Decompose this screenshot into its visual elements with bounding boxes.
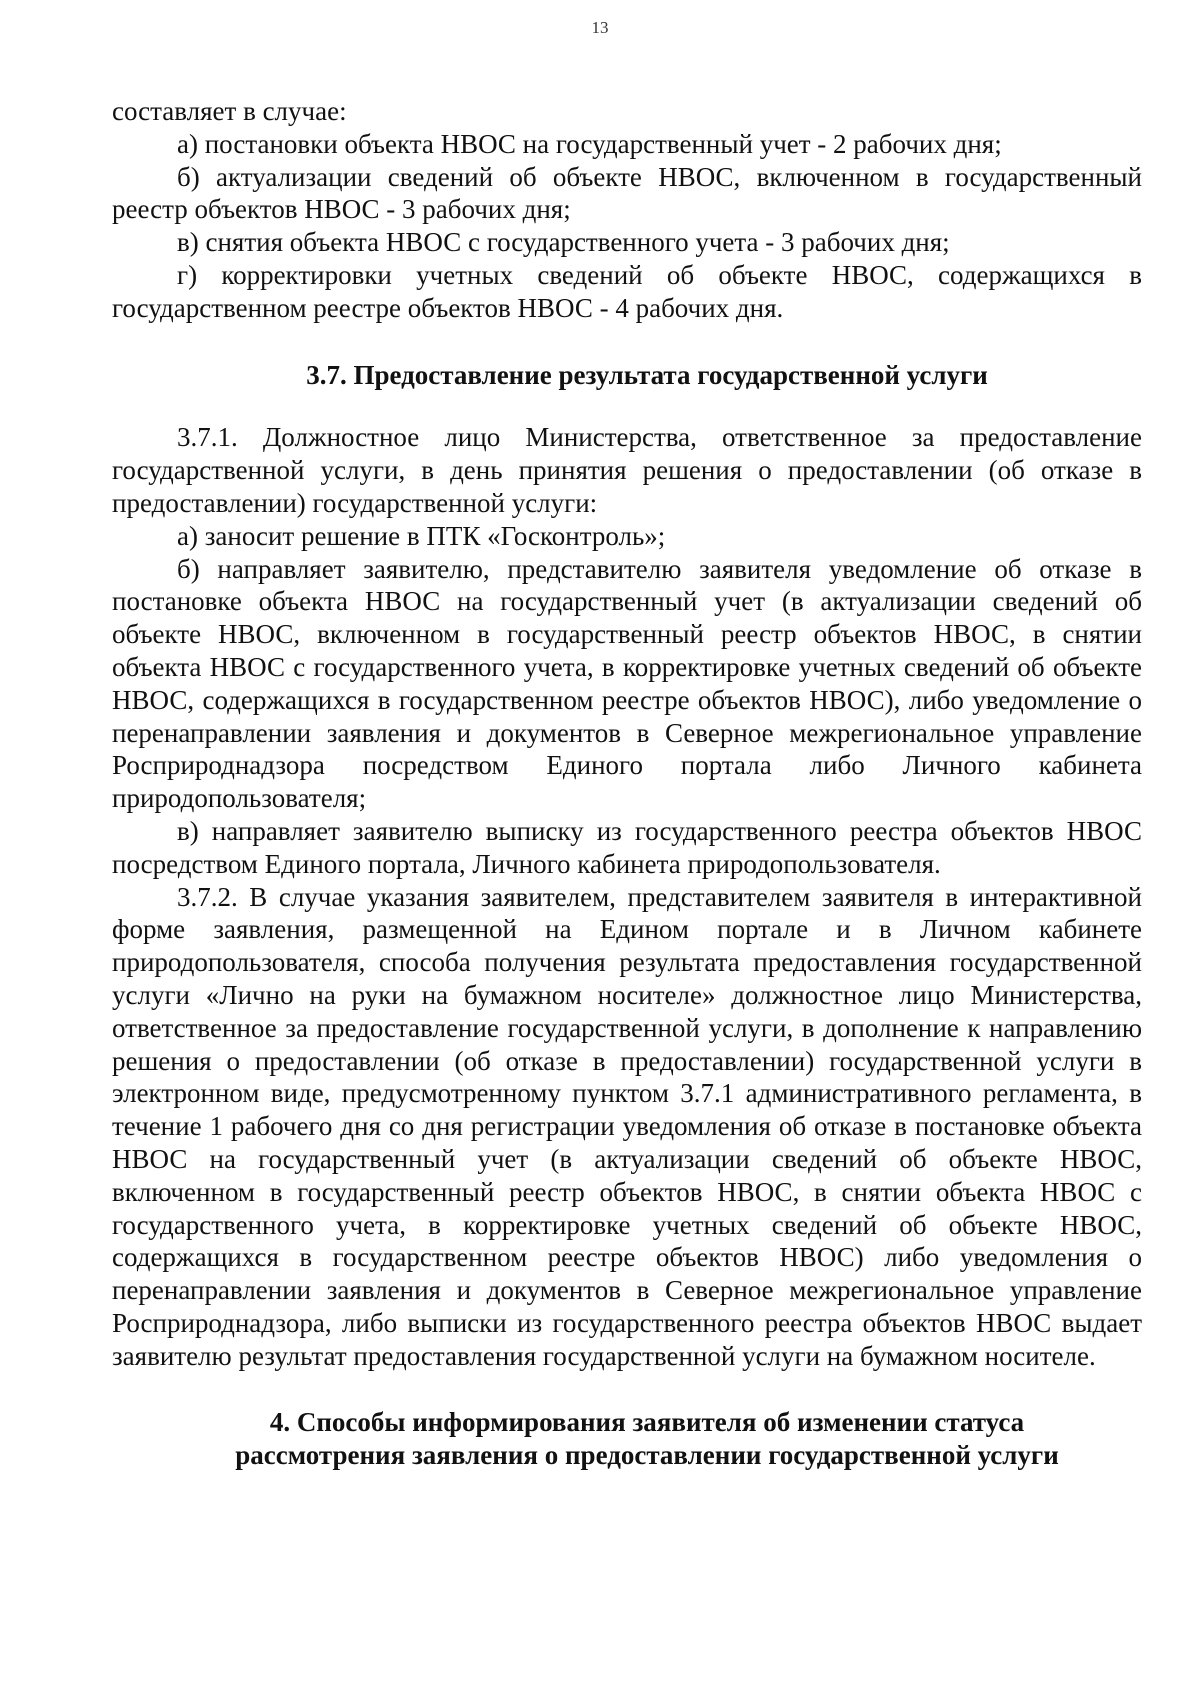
paragraph-3-7-1-v: в) направляет заявителю выписку из государственного реестра объектов НВОС посредством Единого портала, Личного кабинета природопользователя. <box>112 815 1142 879</box>
section-heading-4-line-1: 4. Способы информирования заявителя об изменении статуса <box>269 1407 1025 1438</box>
list-item-b: б) актуализации сведений об объекте НВОС, включенном в государственный реестр объектов НВОС - 3 рабочих дня; <box>112 161 1142 225</box>
list-item-g: г) корректировки учетных сведений об объекте НВОС, содержащихся в государственном реестре объектов НВОС - 4 рабочих дня. <box>112 259 1142 323</box>
list-item-v: в) снятия объекта НВОС с государственного учета - 3 рабочих дня; <box>177 227 950 258</box>
section-heading-4 <box>112 1406 1142 1472</box>
page-number: 13 <box>591 18 609 37</box>
paragraph-intro: составляет в случае: <box>112 96 347 126</box>
paragraph-3-7-1-b: б) направляет заявителю, представителю заявителя уведомление об отказе в постановке объекта НВОС на государственный учет (в актуализации сведений об объекте НВОС, включенном в государственный реестр объектов НВОС, в снятии объекта НВОС с государственного учета, в корректировке учетных сведений об объекте НВОС, содержащихся в государственном реестре объектов НВОС), либо уведомление о перенаправлении заявления и документов в Северное межрегиональное управление Росприроднадзора посредством Единого портала либо Личного кабинета природопользователя; <box>112 553 1142 814</box>
paragraph-3-7-1-a: а) заносит решение в ПТК «Госконтроль»; <box>177 520 666 551</box>
list-item-a: а) постановки объекта НВОС на государственный учет - 2 рабочих дня; <box>177 128 1002 159</box>
document-body <box>112 95 1142 1472</box>
section-heading-3-7: 3.7. Предоставление результата государственной услуги <box>306 359 988 390</box>
section-heading-4-line-2: рассмотрения заявления о предоставлении государственной услуги <box>235 1440 1059 1471</box>
paragraph-3-7-1: 3.7.1. Должностное лицо Министерства, ответственное за предоставление государственной услуги, в день принятия решения о предоставлении (об отказе в предоставлении) государственной услуги: <box>112 422 1142 518</box>
paragraph-3-7-2: 3.7.2. В случае указания заявителем, представителем заявителя в интерактивной форме заявления, размещенной на Едином портале и в Личном кабинете природопользователя, способа получения результата предоставления государственной услуги «Лично на руки на бумажном носителе» должностное лицо Министерства, ответственное за предоставление государственной услуги, в дополнение к направлению решения о предоставлении (об отказе в предоставлении) государственной услуги в электронном виде, предусмотренному пунктом 3.7.1 административного регламента, в течение 1 рабочего дня со дня регистрации уведомления об отказе в постановке объекта НВОС на государственный учет (в актуализации сведений об объекте НВОС, включенном в государственный реестр объектов НВОС, в снятии объекта НВОС с государственного учета, в корректировке учетных сведений об объекте НВОС, содержащихся в государственном реестре объектов НВОС) либо уведомления о перенаправлении заявления и документов в Северное межрегиональное управление Росприроднадзора, либо выписки из государственного реестра объектов НВОС выдает заявителю результат предоставления государственной услуги на бумажном носителе. <box>112 881 1142 1371</box>
